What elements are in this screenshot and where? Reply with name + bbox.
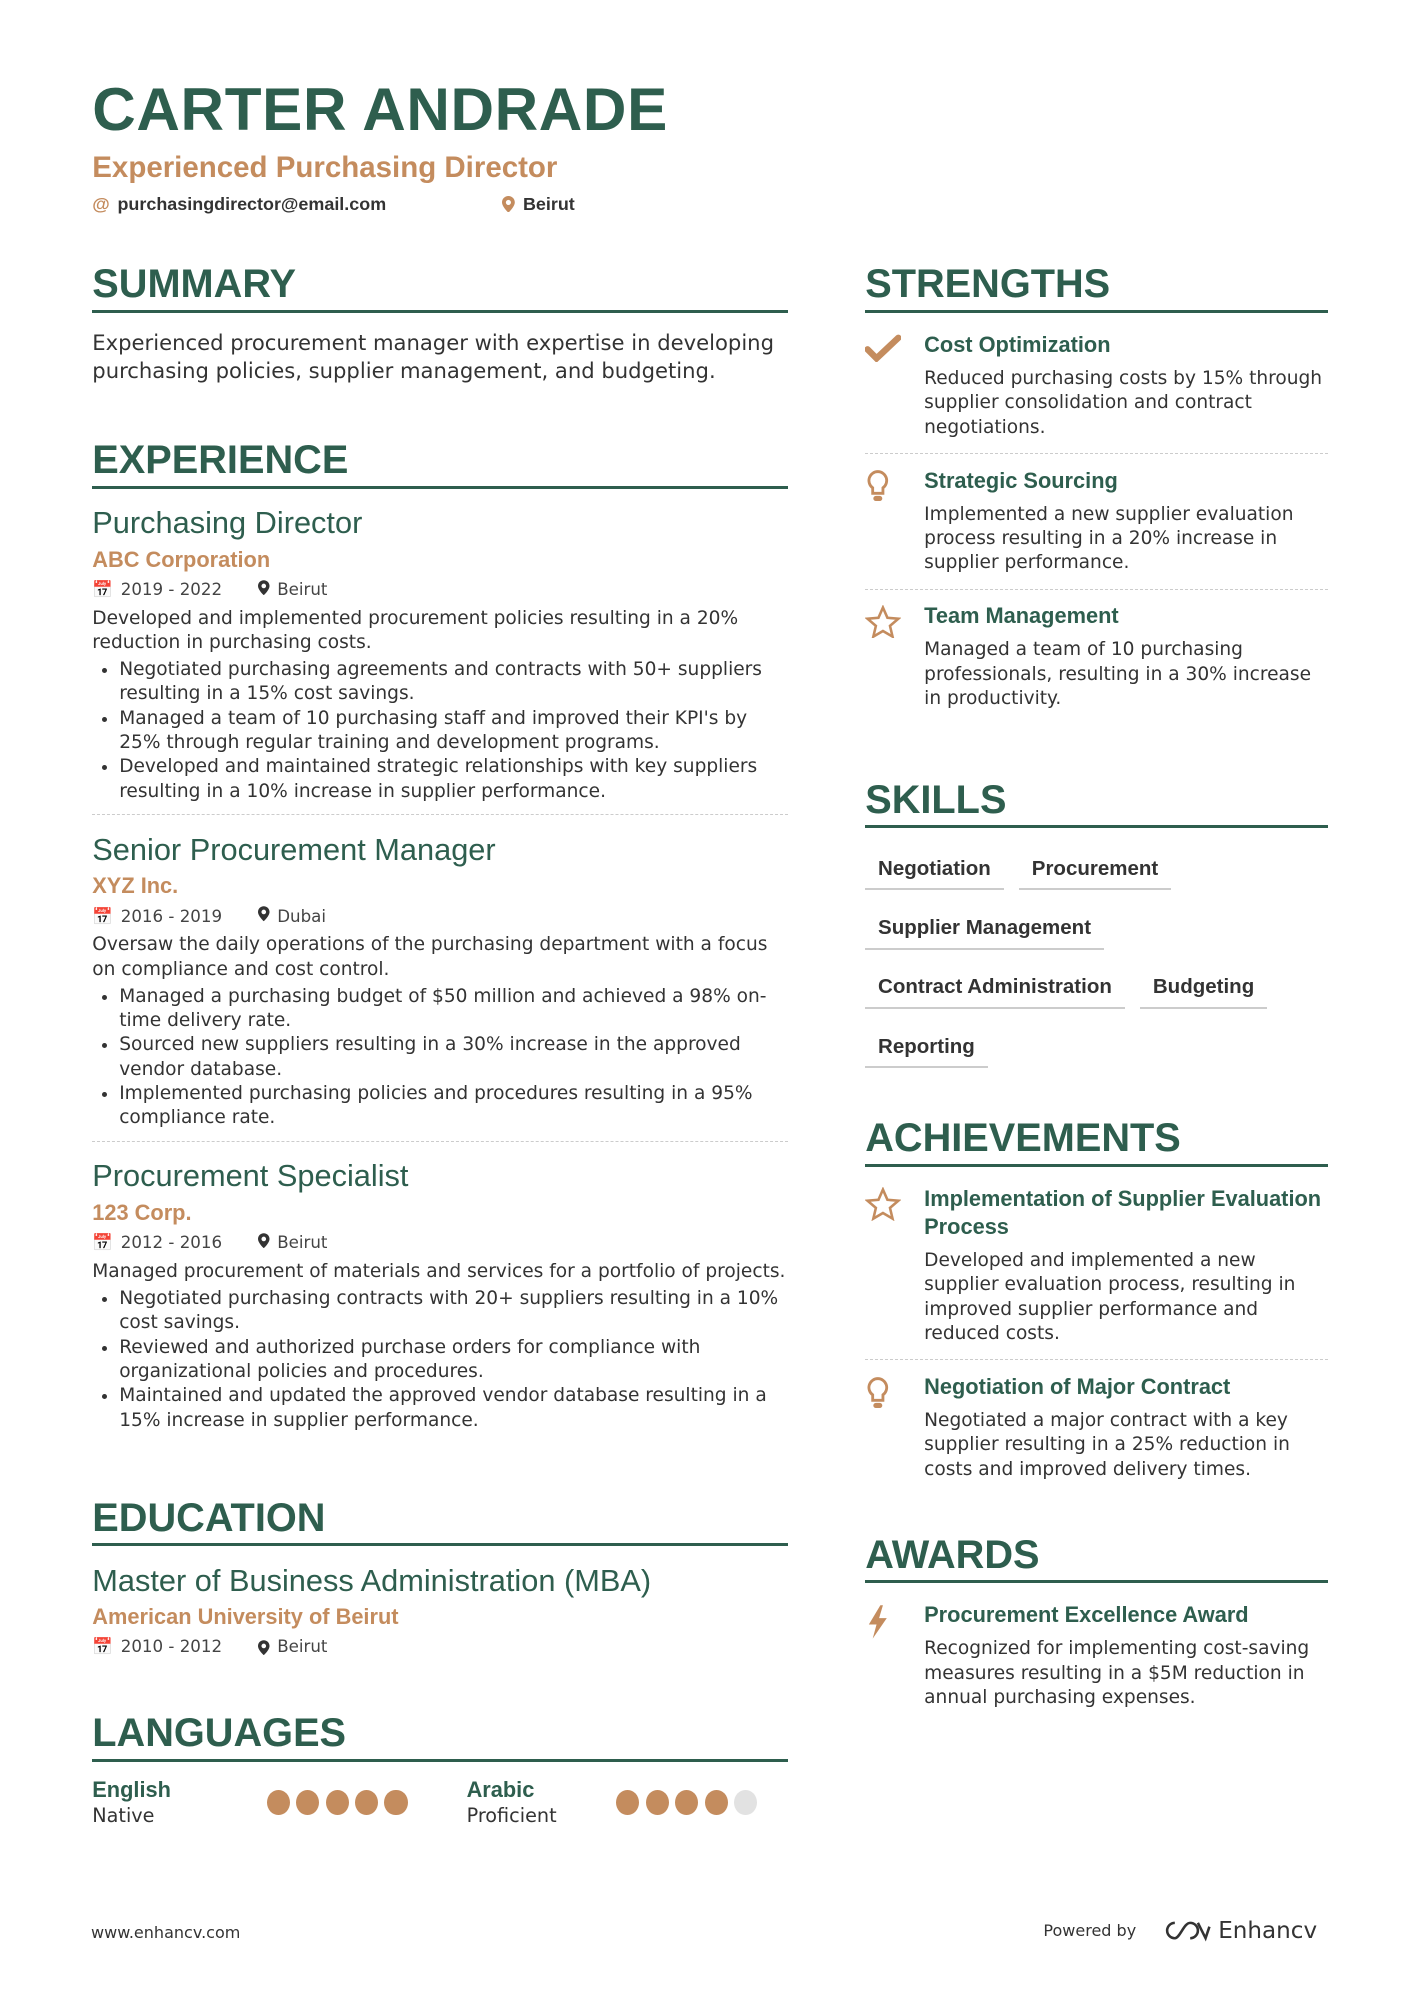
bullet: • Managed a purchasing budget of $50 million and achieved a 98% on-time delivery rate. bbox=[119, 985, 788, 1034]
company: 123 Corp. bbox=[92, 1199, 192, 1225]
location: Beirut bbox=[277, 579, 328, 599]
email-text: purchasingdirector@email.com bbox=[117, 193, 387, 214]
job-title: Purchasing Director bbox=[92, 505, 363, 541]
contact-email[interactable] bbox=[92, 194, 386, 215]
item-title: Cost Optimization bbox=[924, 332, 1111, 358]
rating-dot bbox=[675, 1790, 698, 1816]
language-item bbox=[92, 1777, 466, 1828]
divider bbox=[92, 1141, 788, 1142]
job-meta bbox=[92, 903, 788, 931]
job-entry bbox=[92, 831, 788, 1142]
language-name: Arabic bbox=[466, 1776, 535, 1802]
section-heading: EDUCATION bbox=[92, 1495, 788, 1547]
dates: 2010 - 2012 bbox=[120, 1637, 223, 1657]
section-heading: AWARDS bbox=[865, 1532, 1328, 1584]
achievements-section bbox=[865, 1115, 1328, 1495]
location-pin-icon bbox=[258, 1229, 270, 1257]
job-description: Oversaw the daily operations of the purchasing department with a focus on compliance and cost control. bbox=[92, 934, 768, 980]
rating-dot bbox=[326, 1790, 349, 1816]
candidate-name: CARTER ANDRADE bbox=[92, 75, 668, 144]
job-entry bbox=[92, 1157, 788, 1433]
brand-name: Enhancv bbox=[1218, 1917, 1318, 1944]
item-text: Negotiated a major contract with a key supplier resulting in a 25% reduction in costs and improved delivery times. bbox=[924, 1409, 1290, 1480]
job-description: Managed procurement of materials and services for a portfolio of projects. bbox=[92, 1260, 786, 1282]
strengths-section bbox=[865, 261, 1328, 724]
job-entry bbox=[92, 504, 788, 815]
item-text: Reduced purchasing costs by 15% through supplier consolidation and contract negotiations. bbox=[924, 368, 1323, 438]
contact-location bbox=[502, 194, 574, 215]
lightning-icon bbox=[865, 1601, 924, 1710]
footer-brand bbox=[1043, 1918, 1317, 1944]
item-text: Developed and implemented a new supplier evaluation process, resulting in improved supplier performance and reduced costs. bbox=[924, 1249, 1296, 1344]
school: American University of Beirut bbox=[92, 1604, 399, 1630]
strengths-item bbox=[865, 454, 1328, 589]
job-bullets bbox=[92, 658, 788, 804]
skill-tag: Budgeting bbox=[1140, 965, 1267, 1009]
calendar-icon: 📅 bbox=[92, 906, 114, 926]
candidate-title: Experienced Purchasing Director bbox=[92, 151, 558, 185]
company: ABC Corporation bbox=[92, 546, 271, 572]
bullet: • Maintained and updated the approved vendor database resulting in a 15% increase in supplier performance. bbox=[119, 1384, 788, 1433]
education-section bbox=[92, 1495, 788, 1662]
section-heading: STRENGTHS bbox=[865, 261, 1328, 313]
degree: Master of Business Administration (MBA) bbox=[92, 1562, 652, 1598]
item-title: Strategic Sourcing bbox=[924, 467, 1118, 493]
dates: 2016 - 2019 bbox=[120, 906, 223, 926]
skill-tag: Supplier Management bbox=[865, 906, 1104, 950]
awards-item bbox=[865, 1589, 1328, 1724]
bullet: • Managed a team of 10 purchasing staff and improved their KPI's by 25% through regular training and development programs. bbox=[119, 707, 788, 756]
location-pin-icon bbox=[258, 576, 270, 604]
item-text: Managed a team of 10 purchasing professionals, resulting in a 30% increase in productivity. bbox=[924, 639, 1312, 709]
section-heading: LANGUAGES bbox=[92, 1710, 788, 1762]
calendar-icon: 📅 bbox=[92, 579, 114, 599]
calendar-icon: 📅 bbox=[92, 1637, 114, 1657]
rating-dot bbox=[705, 1790, 728, 1816]
item-title: Procurement Excellence Award bbox=[924, 1602, 1249, 1628]
skill-tag: Procurement bbox=[1019, 846, 1171, 890]
rating-dot bbox=[734, 1790, 757, 1816]
item-title: Implementation of Supplier Evaluation Process bbox=[924, 1185, 1322, 1239]
summary-text: Experienced procurement manager with expertise in developing purchasing policies, supplier management, and budgeting. bbox=[92, 329, 774, 383]
star-icon bbox=[865, 1185, 924, 1347]
job-description: Developed and implemented procurement policies resulting in a 20% reduction in purchasing costs. bbox=[92, 607, 739, 654]
bullet: • Developed and maintained strategic relationships with key suppliers resulting in a 10% increase in supplier performance. bbox=[119, 755, 788, 804]
dates: 2019 - 2022 bbox=[120, 579, 223, 599]
star-icon bbox=[865, 602, 924, 711]
job-title: Senior Procurement Manager bbox=[92, 831, 496, 867]
rating-dot bbox=[384, 1790, 407, 1816]
at-icon: @ bbox=[92, 193, 110, 214]
rating-dot bbox=[267, 1790, 290, 1816]
rating-dot bbox=[296, 1790, 319, 1816]
awards-section bbox=[865, 1532, 1328, 1723]
item-title: Team Management bbox=[924, 603, 1119, 629]
language-item bbox=[467, 1777, 789, 1828]
location: Beirut bbox=[277, 1233, 328, 1253]
section-heading: SUMMARY bbox=[92, 261, 788, 313]
location: Dubai bbox=[277, 906, 326, 926]
language-rating bbox=[267, 1790, 467, 1816]
location-pin-icon bbox=[502, 196, 515, 213]
location: Beirut bbox=[277, 1637, 328, 1657]
summary-section bbox=[92, 261, 788, 384]
job-bullets bbox=[92, 1287, 788, 1433]
section-heading: ACHIEVEMENTS bbox=[865, 1115, 1328, 1167]
lightbulb-icon bbox=[865, 467, 924, 576]
divider bbox=[92, 814, 788, 815]
language-level: Native bbox=[92, 1803, 155, 1827]
footer-website[interactable]: www.enhancv.com bbox=[91, 1922, 241, 1942]
rating-dot bbox=[616, 1790, 639, 1816]
dates: 2012 - 2016 bbox=[120, 1233, 223, 1253]
skill-tag: Contract Administration bbox=[865, 965, 1124, 1009]
bullet: • Reviewed and authorized purchase orders for compliance with organizational policies and procedures. bbox=[119, 1336, 788, 1385]
section-heading: EXPERIENCE bbox=[92, 437, 788, 489]
language-level: Proficient bbox=[466, 1803, 557, 1827]
check-icon bbox=[865, 331, 924, 440]
achievements-item bbox=[865, 1360, 1328, 1495]
bullet: • Implemented purchasing policies and procedures resulting in a 95% compliance rate. bbox=[119, 1082, 788, 1131]
language-rating bbox=[616, 1790, 788, 1816]
rating-dot bbox=[646, 1790, 669, 1816]
location-pin-icon bbox=[258, 1640, 270, 1655]
job-bullets bbox=[92, 985, 788, 1131]
powered-by: Powered by bbox=[1043, 1921, 1137, 1941]
job-meta bbox=[92, 576, 788, 604]
experience-section bbox=[92, 437, 788, 1433]
language-name: English bbox=[92, 1776, 171, 1802]
bullet: • Negotiated purchasing contracts with 20+ suppliers resulting in a 10% cost savings. bbox=[119, 1287, 788, 1336]
languages-section bbox=[92, 1710, 788, 1828]
job-meta bbox=[92, 1229, 788, 1257]
enhancv-logo-icon bbox=[1162, 1919, 1211, 1942]
skill-tag: Reporting bbox=[865, 1024, 987, 1068]
enhancv-logo bbox=[1162, 1918, 1317, 1944]
item-text: Recognized for implementing cost-saving measures resulting in a $5M reduction in annual purchasing expenses. bbox=[924, 1638, 1310, 1708]
calendar-icon: 📅 bbox=[92, 1233, 114, 1253]
job-title: Procurement Specialist bbox=[92, 1158, 409, 1194]
skills-section bbox=[865, 777, 1328, 1084]
bullet: • Sourced new suppliers resulting in a 30% increase in the approved vendor database. bbox=[119, 1033, 788, 1082]
strengths-item bbox=[865, 590, 1328, 725]
lightbulb-icon bbox=[865, 1373, 924, 1482]
rating-dot bbox=[355, 1790, 378, 1816]
bullet: • Negotiated purchasing agreements and contracts with 50+ suppliers resulting in a 15% cost savings. bbox=[119, 658, 788, 707]
item-title: Negotiation of Major Contract bbox=[924, 1373, 1231, 1399]
achievements-item bbox=[865, 1172, 1328, 1359]
education-meta bbox=[92, 1633, 788, 1661]
company: XYZ Inc. bbox=[92, 873, 179, 899]
item-text: Implemented a new supplier evaluation process resulting in a 20% increase in supplier performance. bbox=[924, 503, 1294, 574]
location-text: Beirut bbox=[522, 193, 575, 214]
skill-tag: Negotiation bbox=[865, 846, 1003, 890]
section-heading: SKILLS bbox=[865, 777, 1328, 829]
location-pin-icon bbox=[258, 903, 270, 931]
strengths-item bbox=[865, 318, 1328, 453]
